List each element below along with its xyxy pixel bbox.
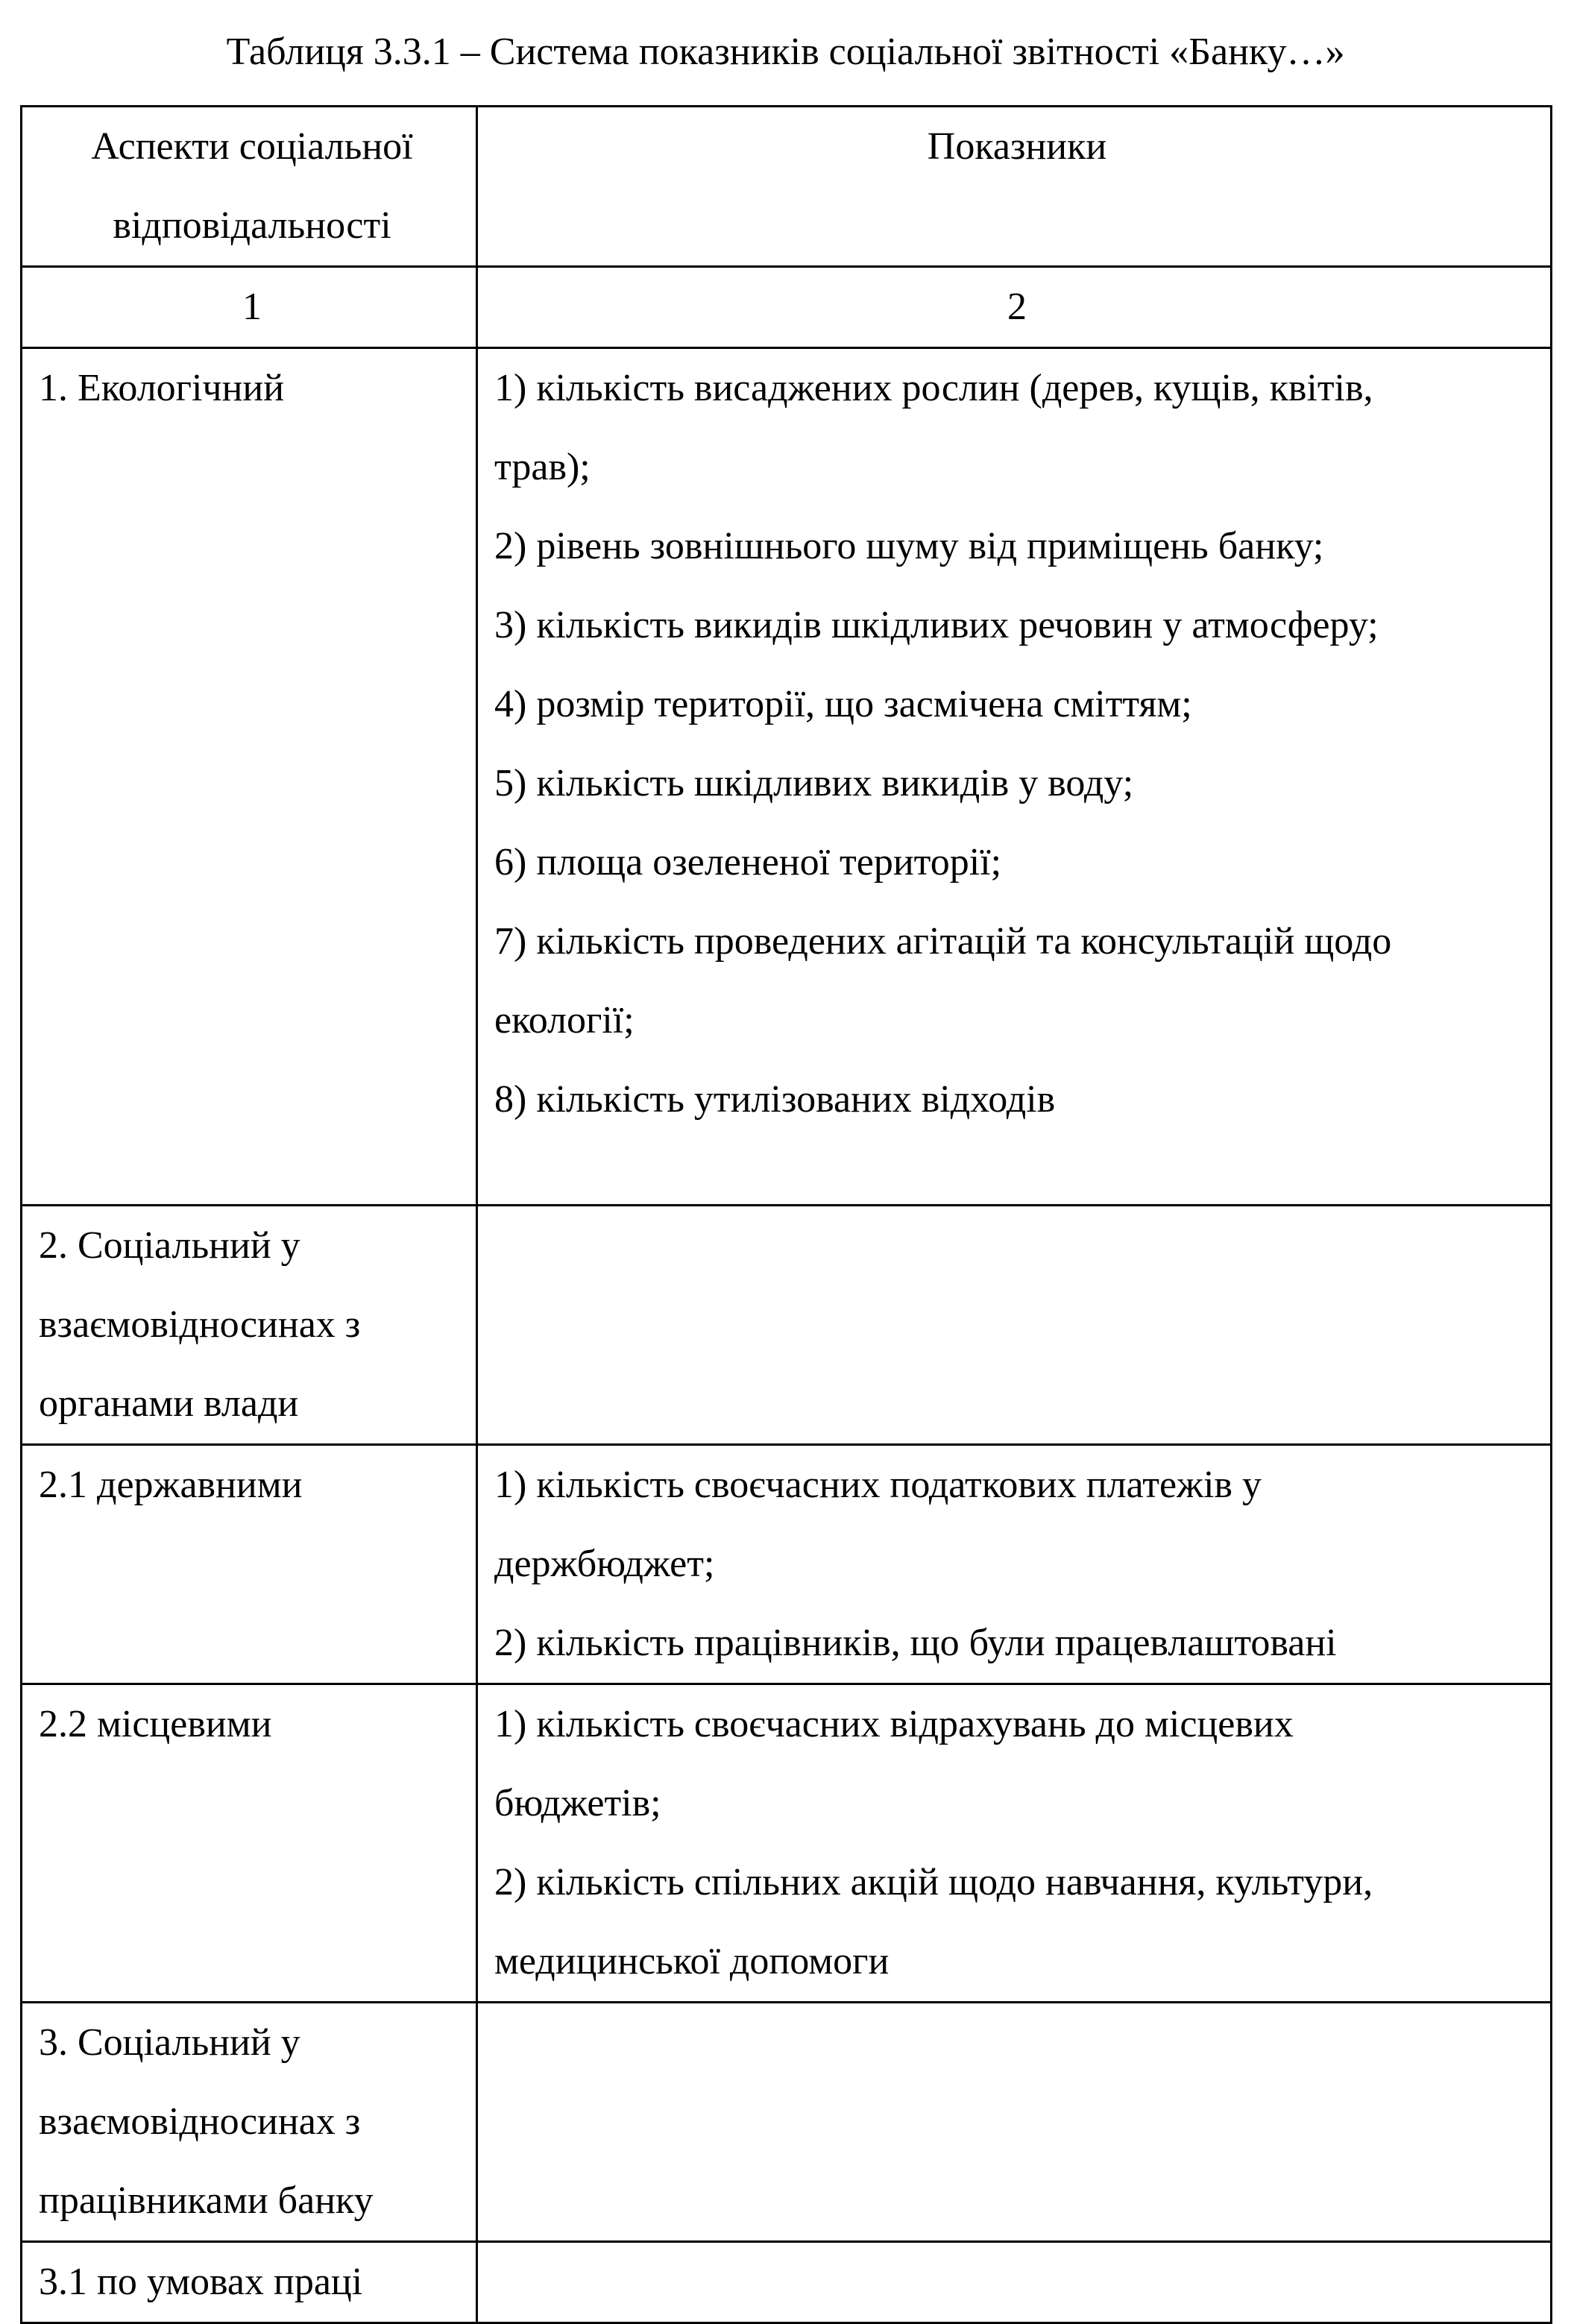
indicator-line: медицинської допомоги: [494, 1940, 890, 1983]
column-number-2: [477, 267, 1552, 348]
table-header-row: [22, 107, 1552, 267]
table-row: [22, 348, 1552, 1206]
indicator-line: 4) розмір території, що засмічена сміттям;: [494, 683, 1192, 725]
column-number-row: [22, 267, 1552, 348]
table-row: [22, 2003, 1552, 2242]
indicator-line: 3) кількість викидів шкідливих речовин у атмосферу;: [494, 604, 1379, 646]
indicator-line: 5) кількість шкідливих викидів у воду;: [494, 762, 1134, 804]
indicator-line: держбюджет;: [494, 1543, 715, 1585]
indicator-line: 1) кількість своєчасних податкових платежів у: [494, 1464, 1262, 1506]
table-row: [22, 1684, 1552, 2003]
indicators-cell: [477, 1684, 1552, 2003]
table-caption: Таблиця 3.3.1 – Система показників соціальної звітності «Банку…»: [226, 31, 1345, 73]
aspect-line: працівниками банку: [39, 2179, 374, 2222]
aspect-line: 2.2 місцевими: [39, 1703, 272, 1745]
indicators-cell: [477, 1445, 1552, 1684]
indicators-cell: [477, 1206, 1552, 1445]
column-number-1-label: 1: [242, 286, 262, 328]
indicator-line: 1) кількість своєчасних відрахувань до місцевих: [494, 1703, 1294, 1745]
indicator-line: 2) кількість спільних акцій щодо навчання, культури,: [494, 1861, 1373, 1903]
indicators-cell: [477, 348, 1552, 1206]
aspect-line: 3.1 по умовах праці: [39, 2261, 363, 2303]
header-aspects-line: Аспекти соціальної: [91, 125, 413, 168]
table-row: [22, 1445, 1552, 1684]
indicator-line: 6) площа озелененої території;: [494, 841, 1002, 884]
table-row: [22, 1206, 1552, 1445]
table-row: [22, 2242, 1552, 2323]
indicator-line: 2) кількість працівників, що були працевлаштовані: [494, 1622, 1337, 1664]
indicators-cell: [477, 2242, 1552, 2323]
aspect-line: органами влади: [39, 1382, 299, 1425]
social-reporting-table: [20, 105, 1552, 2324]
header-cell-aspects: [22, 107, 477, 267]
aspect-cell: [22, 348, 477, 1206]
indicator-line: екології;: [494, 999, 635, 1042]
aspect-line: взаємовідносинах з: [39, 1303, 361, 1346]
aspect-cell: [22, 2242, 477, 2323]
header-cell-indicators: [477, 107, 1552, 267]
aspect-cell: [22, 1445, 477, 1684]
aspect-line: 2. Соціальний у: [39, 1224, 300, 1267]
aspect-cell: [22, 1206, 477, 1445]
indicator-line: 1) кількість висаджених рослин (дерев, кущів, квітів,: [494, 367, 1373, 409]
column-number-1: [22, 267, 477, 348]
indicator-line: бюджетів;: [494, 1782, 661, 1824]
indicator-line: 2) рівень зовнішнього шуму від приміщень банку;: [494, 525, 1324, 567]
column-number-2-label: 2: [1007, 286, 1027, 328]
aspect-cell: [22, 2003, 477, 2242]
aspect-cell: [22, 1684, 477, 2003]
indicators-cell: [477, 2003, 1552, 2242]
aspect-line: 3. Соціальний у: [39, 2021, 300, 2064]
indicator-line: 7) кількість проведених агітацій та консультацій щодо: [494, 920, 1392, 963]
aspect-line: взаємовідносинах з: [39, 2100, 361, 2143]
indicator-line: трав);: [494, 446, 591, 488]
aspect-line: 1. Екологічний: [39, 367, 285, 409]
header-aspects-line: відповідальності: [113, 204, 391, 247]
header-indicators-label: Показники: [927, 125, 1107, 168]
indicator-line: 8) кількість утилізованих відходів: [494, 1078, 1056, 1121]
aspect-line: 2.1 державними: [39, 1464, 303, 1506]
